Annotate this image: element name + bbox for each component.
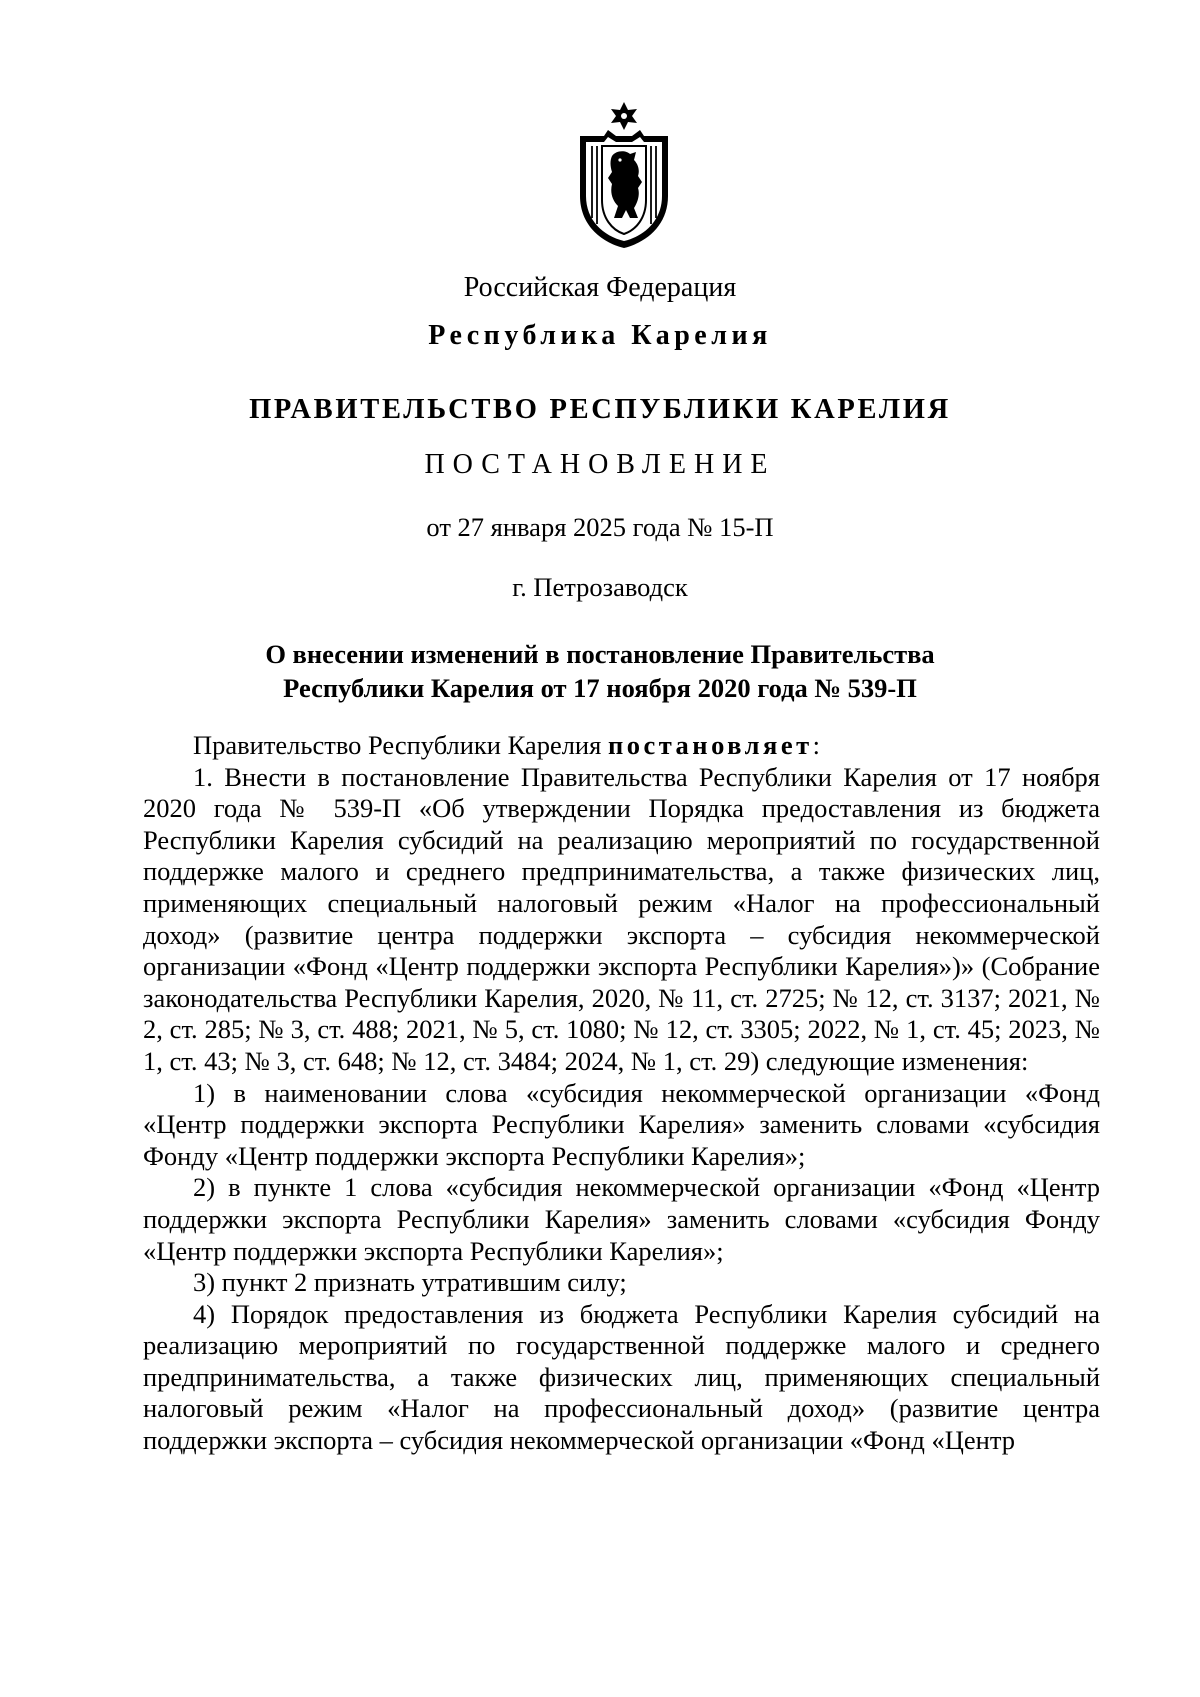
coat-of-arms-icon — [568, 100, 680, 250]
republic-name: Республика Карелия — [428, 320, 772, 351]
title-line-1: О внесении изменений в постановление Правительства — [265, 639, 935, 669]
preamble-keyword: постановляет — [607, 730, 813, 760]
document-body — [143, 730, 1100, 1457]
document-date-number: от 27 января 2025 года № 15-П — [426, 512, 774, 542]
preamble-end: : — [812, 730, 820, 760]
government-name: ПРАВИТЕЛЬСТВО РЕСПУБЛИКИ КАРЕЛИЯ — [249, 394, 951, 425]
paragraph-1-2: 2) в пункте 1 слова «субсидия некоммерческой организации «Фонд «Центр поддержки экспорта Республики Карелия» заменить словами «субсидия Фонду «Центр поддержки экспорта Республики Карелия»; — [143, 1172, 1100, 1266]
document-city: г. Петрозаводск — [512, 572, 688, 602]
preamble-text: Правительство Республики Карелия — [193, 730, 608, 760]
paragraph-1: 1. Внести в постановление Правительства Республики Карелия от 17 ноября 2020 года № 539-П «Об утверждении Порядка предоставления из бюджета Республики Карелия субсидий на реализацию мероприятий по государственной поддержке малого и среднего предпринимательства, а также физических лиц, применяющих специальный налоговый режим «Налог на профессиональный доход» (развитие центра поддержки экспорта – субсидия некоммерческой организации «Фонд «Центр поддержки экспорта Республики Карелия»)» (Собрание законодательства Республики Карелия, 2020, № 11, ст. 2725; № 12, ст. 3137; 2021, № 2, ст. 285; № 3, ст. 488; 2021, № 5, ст. 1080; № 12, ст. 3305; 2022, № 1, ст. 45; 2023, № 1, ст. 43; № 3, ст. 648; № 12, ст. 3484; 2024, № 1, ст. 29) следующие изменения: — [143, 761, 1100, 1076]
document-type: ПОСТАНОВЛЕНИЕ — [424, 449, 776, 480]
paragraph-1-4: 4) Порядок предоставления из бюджета Республики Карелия субсидий на реализацию мероприятий по государственной поддержке малого и среднего предпринимательства, а также физических лиц, применяющих специальный налоговый режим «Налог на профессиональный доход» (развитие центра поддержки экспорта – субсидия некоммерческой организации «Фонд «Центр — [143, 1298, 1100, 1456]
preamble — [143, 730, 1100, 762]
paragraph-1-1: 1) в наименовании слова «субсидия некоммерческой организации «Фонд «Центр поддержки экспорта Республики Карелия» заменить словами «субсидия Фонду «Центр поддержки экспорта Республики Карелия»; — [143, 1077, 1100, 1171]
paragraph-1-3: 3) пункт 2 признать утратившим силу; — [193, 1267, 627, 1298]
document-title — [180, 637, 1020, 705]
title-line-2: Республики Карелия от 17 ноября 2020 года № 539-П — [283, 673, 917, 703]
country-name: Российская Федерация — [463, 272, 737, 303]
